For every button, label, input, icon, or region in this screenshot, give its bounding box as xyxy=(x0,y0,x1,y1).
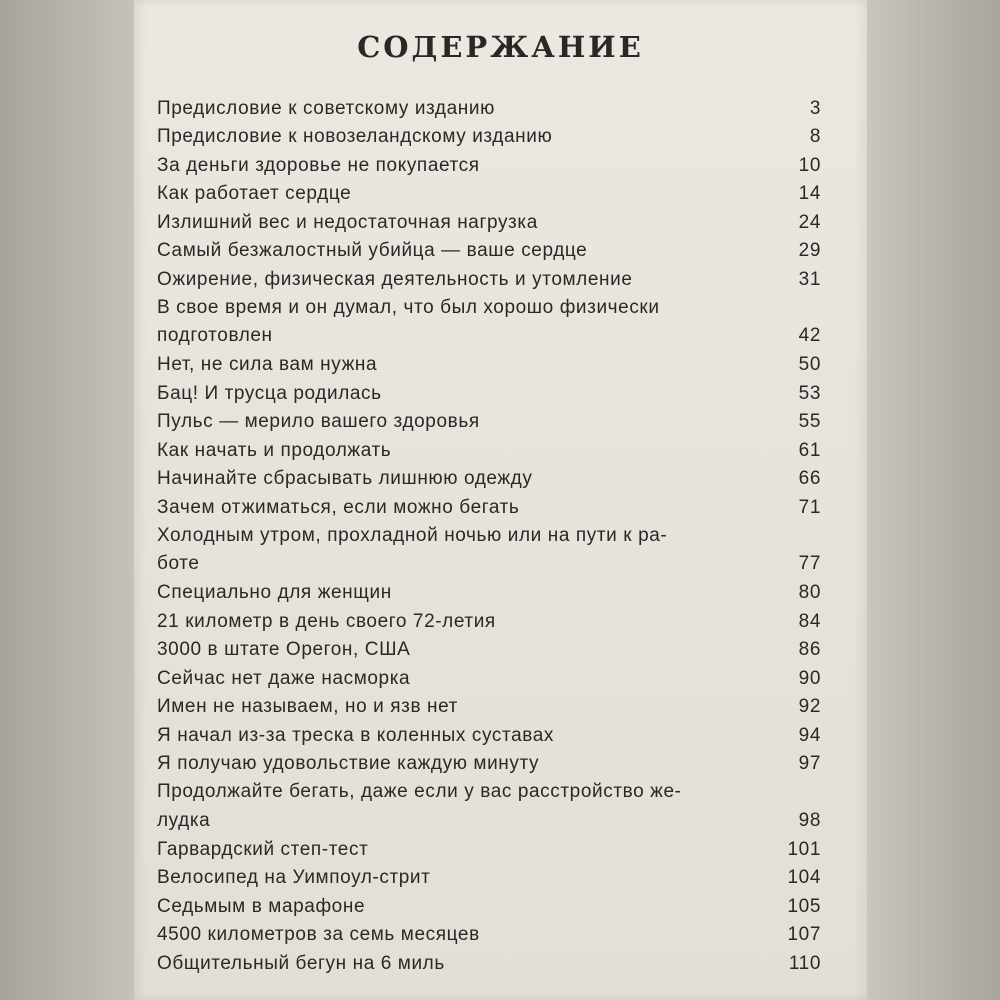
toc-entry-title: Излишний вес и недостаточная нагрузка xyxy=(157,211,538,233)
toc-entry-page: 31 xyxy=(798,268,821,290)
toc-entry-page: 24 xyxy=(798,211,821,233)
toc-entry-title: Седьмым в марафоне xyxy=(157,895,366,917)
toc-entry-page: 92 xyxy=(798,696,821,717)
toc-entry-page: 71 xyxy=(798,496,821,518)
toc-entry xyxy=(157,949,821,978)
toc-entry xyxy=(157,921,821,950)
toc-entry-page: 55 xyxy=(798,411,821,432)
toc-entry-title-line2: подготовлен xyxy=(157,325,273,346)
toc-entry xyxy=(157,265,821,294)
toc-entry-page: 107 xyxy=(787,924,821,945)
toc-entry xyxy=(157,664,821,693)
book-page xyxy=(134,0,867,1000)
toc-entry-title: Как начать и продолжать xyxy=(157,439,392,461)
toc-entry-page: 94 xyxy=(798,724,821,746)
toc-entry-page: 80 xyxy=(798,582,821,603)
toc-entry xyxy=(157,123,821,152)
toc-entry xyxy=(157,94,821,123)
toc-entry-page: 90 xyxy=(798,667,821,689)
toc-entry-title: 21 километр в день своего 72-летия xyxy=(157,610,496,632)
toc-entry-page: 50 xyxy=(798,354,821,375)
toc-entry xyxy=(157,208,821,237)
toc-entry xyxy=(157,721,821,750)
toc-entry-title: Зачем отжиматься, если можно бегать xyxy=(157,496,520,518)
toc-entry-page: 66 xyxy=(798,468,821,489)
toc-entry-page: 86 xyxy=(798,639,821,660)
toc-entry xyxy=(157,693,821,722)
toc-entry xyxy=(157,636,821,665)
toc-entry xyxy=(157,835,821,864)
toc-entry xyxy=(157,436,821,465)
toc-entry xyxy=(157,750,821,779)
toc-entry-title-line1: Холодным утром, прохладной ночью или на пути к ра- xyxy=(157,524,668,546)
toc-entry-page: 98 xyxy=(798,809,821,831)
toc-entry-page: 104 xyxy=(787,867,821,888)
toc-entry-title: Самый безжалостный убийца — ваше сердце xyxy=(157,240,588,261)
toc-entry xyxy=(157,607,821,636)
toc-entry-page: 3 xyxy=(809,97,821,119)
background-left xyxy=(0,0,134,1000)
toc-entry-page: 29 xyxy=(798,240,821,261)
toc-entry-title: Гарвардский степ-тест xyxy=(157,838,369,860)
toc-entry-page: 97 xyxy=(798,753,821,774)
toc-entry-title: Бац! И трусца родилась xyxy=(157,382,382,404)
toc-entry xyxy=(157,408,821,437)
toc-entry xyxy=(157,493,821,522)
toc-entry xyxy=(157,180,821,209)
toc-entry-title: Как работает сердце xyxy=(157,183,352,204)
toc-entry xyxy=(157,778,821,835)
toc-entry-title: Нет, не сила вам нужна xyxy=(157,354,378,375)
toc-entry-page: 77 xyxy=(798,553,821,574)
toc-entry-page: 61 xyxy=(798,439,821,461)
toc-entry-title: Специально для женщин xyxy=(157,582,392,603)
background-right xyxy=(867,0,1000,1000)
toc-entry xyxy=(157,237,821,266)
toc-entry-page: 8 xyxy=(809,126,821,147)
toc-entry xyxy=(157,864,821,893)
toc-entry-title: Я получаю удовольствие каждую минуту xyxy=(157,753,540,774)
page-title: СОДЕРЖАНИЕ xyxy=(357,30,644,64)
toc-entry-title: Имен не называем, но и язв нет xyxy=(157,696,458,717)
toc-entry-page: 10 xyxy=(798,154,821,176)
toc-entry-title: 4500 километров за семь месяцев xyxy=(157,924,480,945)
toc-entry-page: 14 xyxy=(798,183,821,204)
toc-entry-page: 105 xyxy=(787,895,821,917)
toc-entry-title: Пульс — мерило вашего здоровья xyxy=(157,411,480,432)
toc-entry-page: 84 xyxy=(798,610,821,632)
toc-entry xyxy=(157,379,821,408)
toc-entry-title-line2: боте xyxy=(157,553,200,574)
toc-entry-page: 42 xyxy=(798,325,821,346)
toc-entry-title-line1: В свое время и он думал, что был хорошо физически xyxy=(157,296,660,318)
toc-entry-title-line2: лудка xyxy=(157,809,211,831)
toc-entry xyxy=(157,579,821,608)
toc-entry xyxy=(157,294,821,351)
toc-entry-title: Общительный бегун на 6 миль xyxy=(157,952,445,974)
toc-entry xyxy=(157,465,821,494)
toc-entry xyxy=(157,892,821,921)
toc-entry-title: 3000 в штате Орегон, США xyxy=(157,639,411,660)
toc-entry-title: Предисловие к советскому изданию xyxy=(157,97,495,119)
toc-entry-title: За деньги здоровье не покупается xyxy=(157,154,480,176)
toc-entry-title: Я начал из-за треска в коленных суставах xyxy=(157,724,555,746)
toc-entry-title: Велосипед на Уимпоул-стрит xyxy=(157,867,431,888)
toc-entry xyxy=(157,522,821,579)
toc-entry-page: 110 xyxy=(788,952,821,974)
toc-entry-title: Ожирение, физическая деятельность и утомление xyxy=(157,268,633,290)
toc-entry-title: Предисловие к новозеландскому изданию xyxy=(157,126,553,147)
toc-entry-title-line1: Продолжайте бегать, даже если у вас расстройство же- xyxy=(157,781,682,802)
table-of-contents xyxy=(157,94,821,978)
toc-entry-title: Начинайте сбрасывать лишнюю одежду xyxy=(157,468,533,489)
toc-entry xyxy=(157,151,821,180)
toc-entry-page: 53 xyxy=(798,382,821,404)
toc-entry-page: 101 xyxy=(787,838,821,860)
toc-entry-title: Сейчас нет даже насморка xyxy=(157,667,411,689)
toc-entry xyxy=(157,351,821,380)
